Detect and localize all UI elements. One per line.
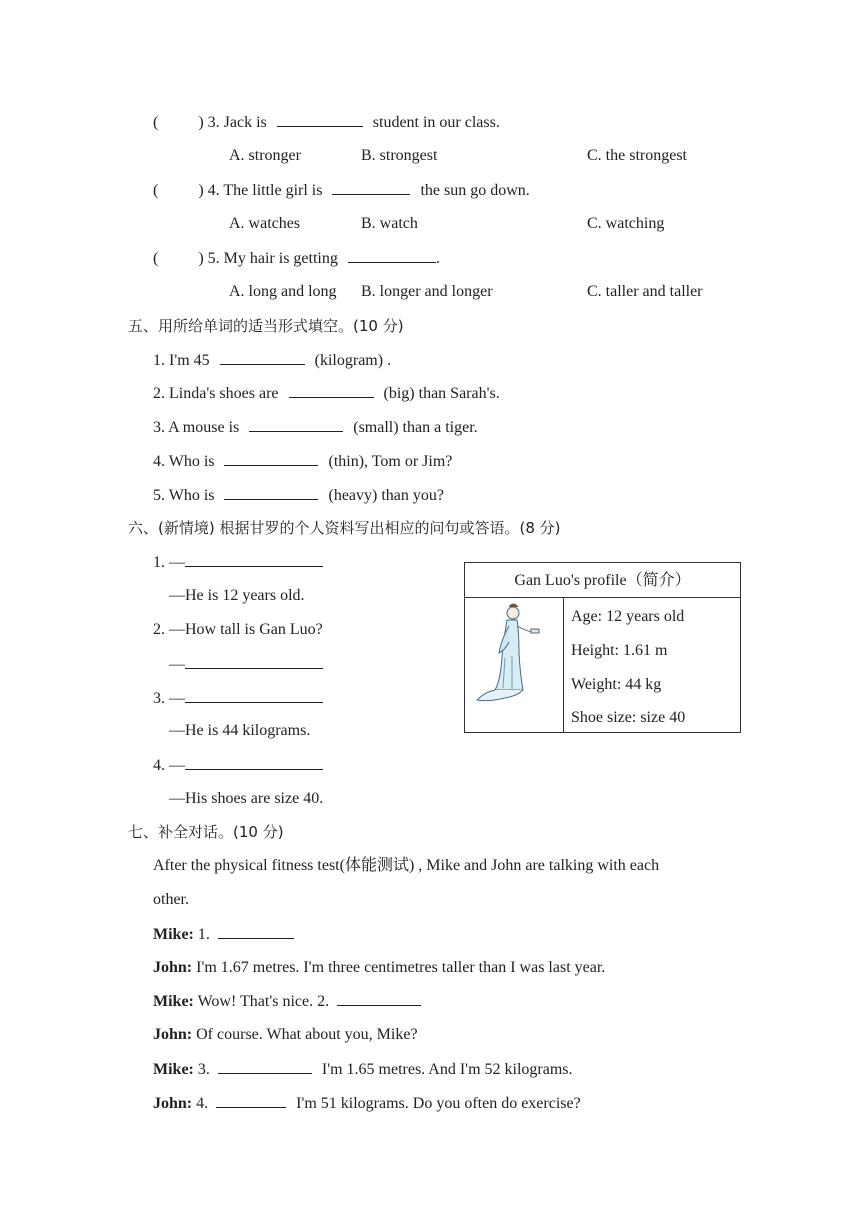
- option-a: A. watches: [229, 215, 301, 232]
- fill-item-4: [153, 451, 452, 472]
- line-text: 4.: [196, 1095, 209, 1112]
- question-5: [153, 248, 440, 269]
- dialog-a3: —He is 44 kilograms.: [169, 722, 311, 739]
- line-text: 1. —: [153, 554, 185, 571]
- line-text: 1.: [197, 926, 210, 943]
- profile-header: Gan Luo's profile（简介）: [465, 563, 740, 598]
- option-c: C. taller and taller: [587, 283, 703, 300]
- question-text: 5. My hair is getting: [207, 250, 338, 267]
- fill-item-1: [153, 350, 391, 371]
- dialog-line-1: [153, 924, 294, 945]
- intro-line-2: other.: [153, 891, 189, 908]
- line-text: Wow! That's nice. 2.: [197, 993, 330, 1010]
- answer-blank[interactable]: [216, 1093, 286, 1108]
- speaker: Mike:: [153, 1061, 194, 1078]
- profile-height: Height: 1.61 m: [571, 642, 668, 659]
- item-text: 1. I'm 45: [153, 352, 210, 369]
- question-4: [153, 180, 530, 201]
- speaker: John:: [153, 1026, 193, 1043]
- option-a: A. stronger: [229, 147, 301, 164]
- item-hint: (kilogram) .: [314, 352, 392, 369]
- profile-table: [464, 562, 741, 733]
- dialog-line-3: [153, 991, 421, 1012]
- option-c: C. the strongest: [587, 147, 687, 164]
- answer-blank[interactable]: [185, 755, 323, 770]
- question-text-end: .: [435, 250, 440, 267]
- answer-paren-open: (: [153, 250, 159, 267]
- question-text: 4. The little girl is: [207, 182, 323, 199]
- answer-paren-open: (: [153, 182, 159, 199]
- option-b: B. watch: [361, 215, 418, 232]
- item-text: 2. Linda's shoes are: [153, 385, 279, 402]
- question-text-end: the sun go down.: [420, 182, 530, 199]
- answer-blank[interactable]: [337, 991, 421, 1006]
- dialog-q2: 2. —How tall is Gan Luo?: [153, 621, 323, 638]
- speaker: John:: [153, 959, 193, 976]
- item-text: 3. A mouse is: [153, 419, 240, 436]
- fill-item-5: [153, 485, 444, 506]
- item-hint: (thin), Tom or Jim?: [328, 453, 453, 470]
- speaker: Mike:: [153, 926, 194, 943]
- fill-item-2: [153, 383, 500, 404]
- line-text: 4. —: [153, 757, 185, 774]
- answer-blank[interactable]: [220, 350, 305, 365]
- line-text: 3.: [197, 1061, 210, 1078]
- item-hint: (small) than a tiger.: [353, 419, 478, 436]
- section-5-title: 五、用所给单词的适当形式填空。(10 分): [128, 317, 404, 335]
- item-hint: (big) than Sarah's.: [383, 385, 500, 402]
- question-3: [153, 112, 500, 133]
- gan-luo-illustration: [465, 598, 564, 732]
- answer-paren-close: ): [198, 182, 204, 199]
- dialog-a1: —He is 12 years old.: [169, 587, 305, 604]
- dialog-line-2: [153, 958, 605, 978]
- answer-blank[interactable]: [185, 654, 323, 669]
- item-text: 4. Who is: [153, 453, 215, 470]
- speaker: John:: [153, 1095, 193, 1112]
- answer-blank[interactable]: [249, 417, 343, 432]
- figure-icon: [465, 598, 563, 732]
- answer-blank[interactable]: [185, 552, 323, 567]
- line-text: —: [169, 656, 185, 673]
- question-text-end: student in our class.: [372, 114, 500, 131]
- answer-paren-close: ): [198, 250, 204, 267]
- answer-paren-close: ): [198, 114, 204, 131]
- dialog-a4: —His shoes are size 40.: [169, 790, 324, 807]
- answer-blank[interactable]: [218, 924, 294, 939]
- answer-blank[interactable]: [224, 451, 318, 466]
- answer-blank[interactable]: [185, 688, 323, 703]
- fill-item-3: [153, 417, 478, 438]
- line-text-end: I'm 1.65 metres. And I'm 52 kilograms.: [321, 1061, 573, 1078]
- profile-weight: Weight: 44 kg: [571, 676, 662, 693]
- question-text: 3. Jack is: [207, 114, 267, 131]
- line-text: 3. —: [153, 690, 185, 707]
- dialog-line-4: [153, 1025, 418, 1045]
- intro-line-1: After the physical fitness test(体能测试) , Mike and John are talking with each: [153, 857, 660, 874]
- profile-age: Age: 12 years old: [571, 608, 685, 625]
- answer-blank[interactable]: [332, 180, 410, 195]
- option-b: B. strongest: [361, 147, 438, 164]
- item-hint: (heavy) than you?: [328, 487, 444, 504]
- line-text: Of course. What about you, Mike?: [196, 1026, 418, 1043]
- option-a: A. long and long: [229, 283, 337, 300]
- answer-blank[interactable]: [289, 383, 374, 398]
- dialog-q4: [153, 755, 323, 776]
- dialog-q3: [153, 688, 323, 709]
- option-c: C. watching: [587, 215, 665, 232]
- dialog-a2: [169, 654, 323, 675]
- section-7-title: 七、补全对话。(10 分): [128, 823, 284, 841]
- answer-blank[interactable]: [218, 1059, 312, 1074]
- line-text: I'm 1.67 metres. I'm three centimetres taller than I was last year.: [196, 959, 606, 976]
- dialog-q1: [153, 552, 323, 573]
- item-text: 5. Who is: [153, 487, 215, 504]
- dialog-line-6: [153, 1093, 581, 1114]
- option-b: B. longer and longer: [361, 283, 493, 300]
- answer-paren-open: (: [153, 114, 159, 131]
- dialog-line-5: [153, 1059, 573, 1080]
- speaker: Mike:: [153, 993, 194, 1010]
- profile-shoe-size: Shoe size: size 40: [571, 709, 686, 726]
- answer-blank[interactable]: [348, 248, 436, 263]
- answer-blank[interactable]: [277, 112, 363, 127]
- answer-blank[interactable]: [224, 485, 318, 500]
- section-6-title: 六、(新情境) 根据甘罗的个人资料写出相应的问句或答语。(8 分): [128, 519, 561, 537]
- line-text-end: I'm 51 kilograms. Do you often do exercise?: [296, 1095, 581, 1112]
